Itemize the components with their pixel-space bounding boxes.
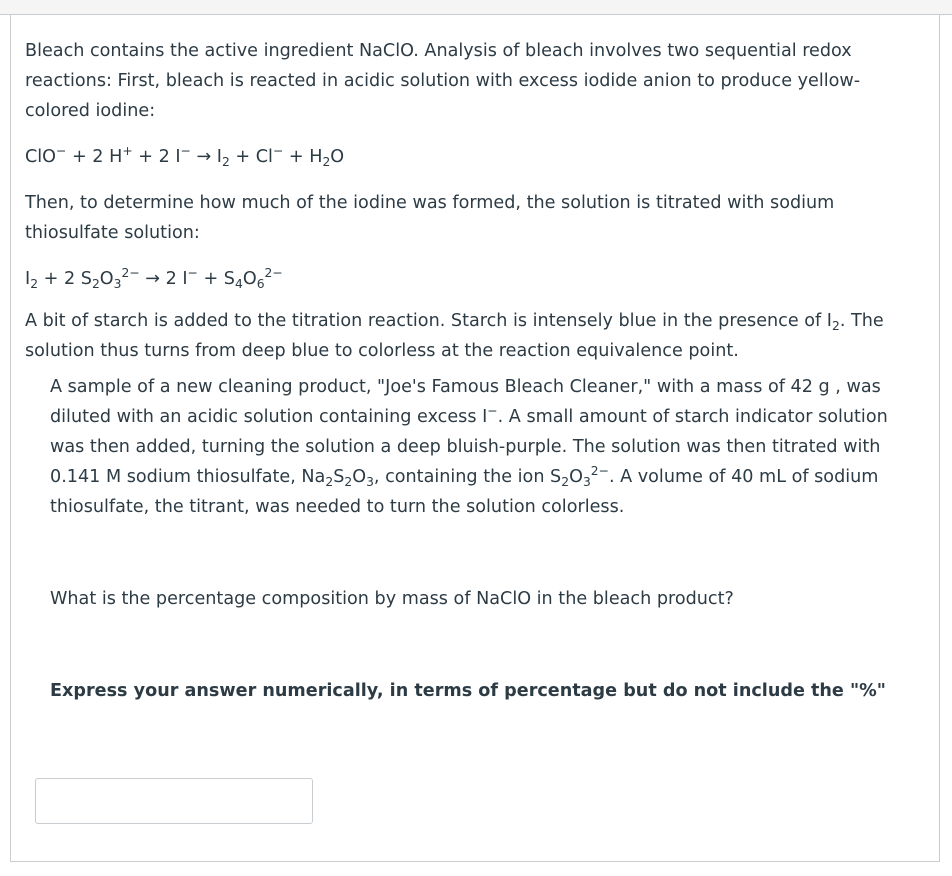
starch-paragraph: A bit of starch is added to the titration reaction. Starch is intensely blue in the presence of $I_2$. The solution thus turns from deep blue to colorless at the reaction equivalence point. xyxy=(25,311,884,361)
equation-iodine-thiosulfate: $I_2 + 2$ $S_2O_3^{2-} \to 2$ $I^- + S_4O_6^{2-}$ xyxy=(25,266,283,291)
top-header-strip xyxy=(0,0,952,15)
equation-hypochlorite-iodide: ClO− + 2 H+ + 2 $I^- \to I_2 + Cl^- + H_2O$ xyxy=(25,144,345,169)
intro-paragraph: Bleach contains the active ingredient NaClO. Analysis of bleach involves two sequential redox reactions: First, bleach is reacted in acidic solution with excess iodide anion to produce yellow-colored iodine: xyxy=(25,41,861,121)
answer-instruction: Express your answer numerically, in terms of percentage but do not include the "%" xyxy=(50,681,886,701)
titration-paragraph: Then, to determine how much of the iodine was formed, the solution is titrated with sodium thiosulfate solution: xyxy=(25,193,835,243)
question-text: What is the percentage composition by mass of NaClO in the bleach product? xyxy=(50,589,734,609)
sample-paragraph: A sample of a new cleaning product, "Joe's Famous Bleach Cleaner," with a mass of 42 g , was diluted with an acidic solution containing excess I−. A small amount of starch indicator solution was then added, turning the solution a deep bluish-purple. The solution was then titrated with 0.141 M sodium thiosulfate, $Na_2S_2O_3$, containing the ion $S_2O_3^{2-}$. A volume of 40 mL of sodium thiosulfate, the titrant, was needed to turn the solution colorless. xyxy=(50,377,888,517)
answer-input[interactable] xyxy=(35,778,313,824)
question-content xyxy=(25,36,905,706)
